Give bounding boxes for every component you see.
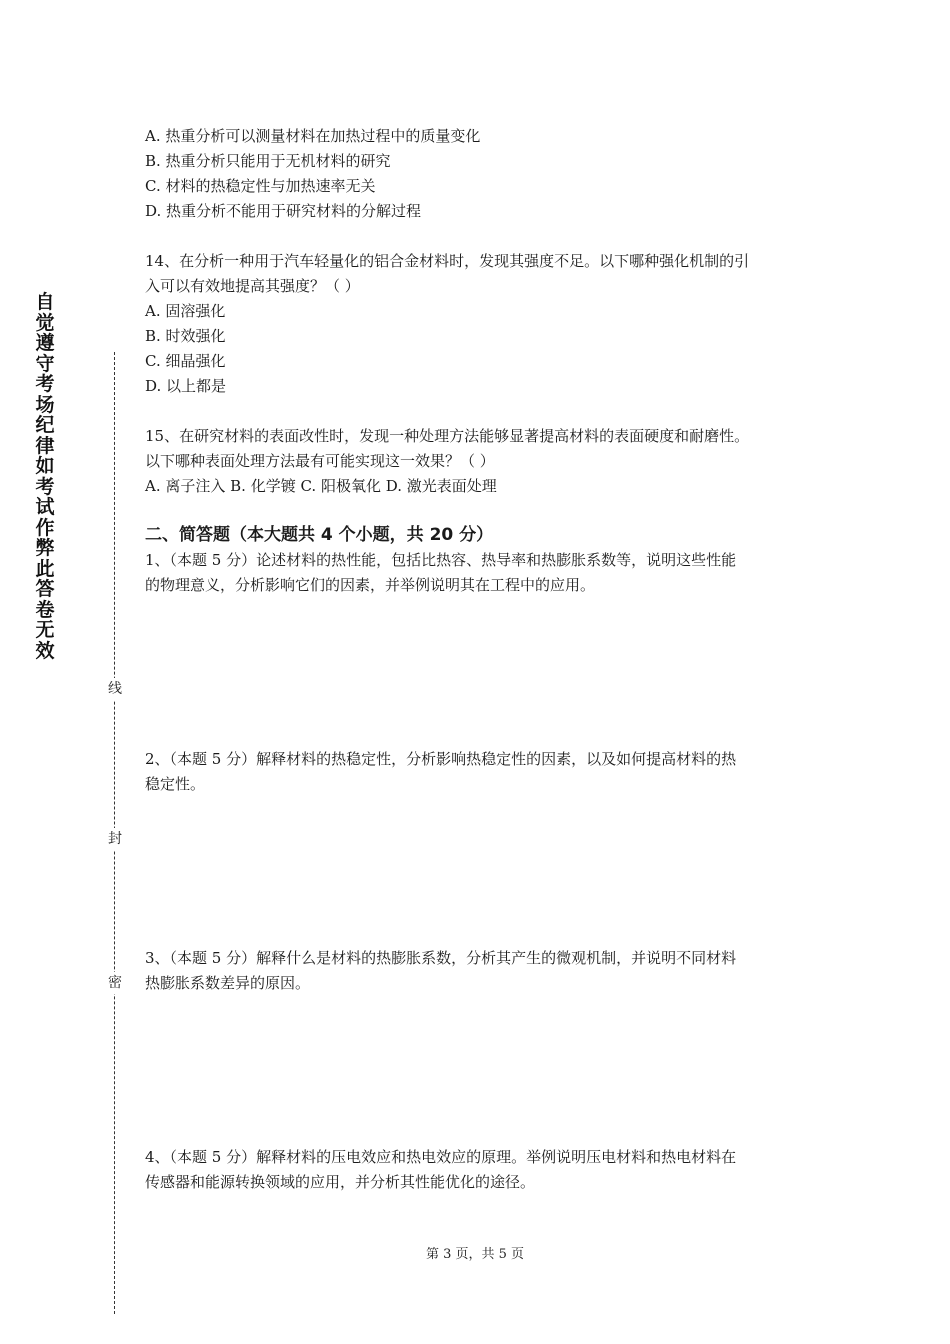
q15-options: A. 离子注入 B. 化学镀 C. 阳极氧化 D. 激光表面处理 bbox=[145, 477, 497, 495]
sa1-line2: 的物理意义，分析影响它们的因素，并举例说明其在工程中的应用。 bbox=[145, 576, 596, 594]
q15-stem-line2: 以下哪种表面处理方法最有可能实现这一效果？（ ） bbox=[145, 452, 495, 470]
q13-option-a: A. 热重分析可以测量材料在加热过程中的质量变化 bbox=[145, 127, 481, 145]
seal-char-feng: 封 bbox=[106, 828, 124, 850]
q13-option-c: C. 材料的热稳定性与加热速率无关 bbox=[145, 177, 376, 195]
q14-option-c: C. 细晶强化 bbox=[145, 352, 226, 370]
q14-stem-line2: 入可以有效地提高其强度？（ ） bbox=[145, 277, 360, 295]
q14-option-b: B. 时效强化 bbox=[145, 327, 226, 345]
sa1-line1: 1、（本题 5 分）论述材料的热性能，包括比热容、热导率和热膨胀系数等，说明这些性能 bbox=[145, 551, 737, 569]
q14-stem-line1: 14、在分析一种用于汽车轻量化的铝合金材料时，发现其强度不足。以下哪种强化机制的引 bbox=[145, 252, 750, 270]
sa2-line1: 2、（本题 5 分）解释材料的热稳定性，分析影响热稳定性的因素，以及如何提高材料的热 bbox=[145, 750, 737, 768]
q14-option-d: D. 以上都是 bbox=[145, 377, 227, 395]
sa3-line2: 热膨胀系数差异的原因。 bbox=[145, 974, 311, 992]
section2-title: 二、简答题（本大题共 4 个小题，共 20 分） bbox=[145, 525, 494, 545]
q13-option-d: D. 热重分析不能用于研究材料的分解过程 bbox=[145, 202, 422, 220]
page-number: 第 3 页，共 5 页 bbox=[425, 1247, 525, 1262]
q14-option-a: A. 固溶强化 bbox=[145, 302, 226, 320]
sa2-line2: 稳定性。 bbox=[145, 775, 206, 793]
sa3-line1: 3、（本题 5 分）解释什么是材料的热膨胀系数，分析其产生的微观机制，并说明不同材料 bbox=[145, 949, 737, 967]
q15-stem-line1: 15、在研究材料的表面改性时，发现一种处理方法能够显著提高材料的表面硬度和耐磨性。 bbox=[145, 427, 750, 445]
q13-option-b: B. 热重分析只能用于无机材料的研究 bbox=[145, 152, 391, 170]
seal-char-mi: 密 bbox=[106, 972, 124, 994]
sa4-line2: 传感器和能源转换领域的应用，并分析其性能优化的途径。 bbox=[145, 1173, 536, 1191]
sa4-line1: 4、（本题 5 分）解释材料的压电效应和热电效应的原理。举例说明压电材料和热电材料在 bbox=[145, 1148, 737, 1166]
exam-discipline-notice: 自觉遵守考场纪律如考试作弊此答卷无效 bbox=[35, 291, 55, 662]
seal-char-xian: 线 bbox=[106, 678, 124, 700]
